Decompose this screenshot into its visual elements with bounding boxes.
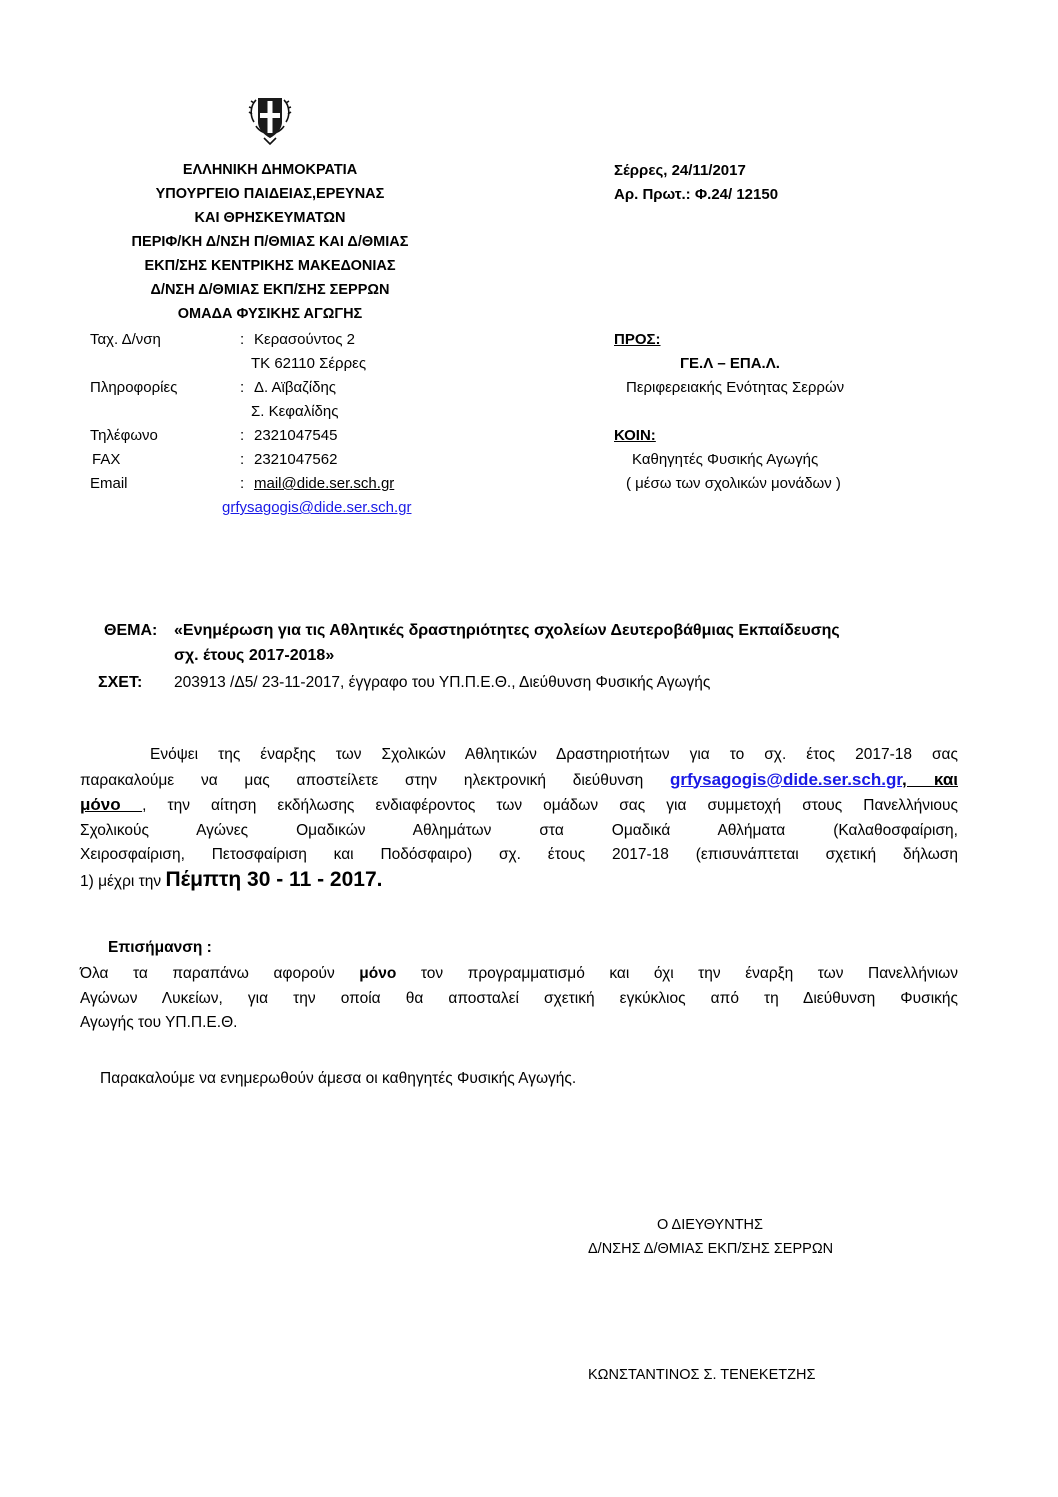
colon: : (240, 379, 245, 396)
signature-title: Ο ΔΙΕΥΘΥΝΤΗΣ (657, 1217, 763, 1233)
info-person: Σ. Κεφαλίδης (251, 403, 339, 420)
body-line (80, 768, 958, 794)
header-line: ΠΕΡΙΦ/ΚΗ Δ/ΝΣΗ Π/ΘΜΙΑΣ ΚΑΙ Δ/ΘΜΙΑΣ (131, 234, 409, 250)
body-line: Ενόψει της έναρξης των Σχολικών Αθλητικών Δραστηριοτήτων για το σχ. έτος 2017-18 σας (150, 746, 958, 763)
signatory-name: ΚΩΝΣΤΑΝΤΙΝΟΣ Σ. ΤΕΝΕΚΕΤΖΗΣ (588, 1367, 816, 1383)
to-region: Περιφερειακής Ενότητας Σερρών (626, 379, 845, 396)
to-label: ΠΡΟΣ: (614, 331, 661, 348)
closing-request: Παρακαλούμε να ενημερωθούν άμεσα οι καθηγητές Φυσικής Αγωγής. (100, 1070, 577, 1087)
document-date: Σέρρες, 24/11/2017 (614, 162, 746, 179)
body-line (80, 793, 958, 819)
reference-label: ΣΧΕΤ: (98, 674, 143, 691)
colon: : (240, 331, 245, 348)
subject-text: σχ. έτους 2017-2018» (174, 647, 335, 664)
body-line: Σχολικούς Αγώνες Ομαδικών Αθλημάτων στα Ομαδικά Αθλήματα (Καλαθοσφαίριση, (80, 821, 958, 839)
cc-label: ΚΟΙΝ: (614, 427, 656, 444)
note-paragraph (80, 962, 958, 1036)
body-text-bold: μόνο (80, 795, 143, 814)
body-line (80, 962, 958, 987)
deadline-date: Πέμπτη 30 - 11 - 2017. (165, 867, 383, 891)
body-line (80, 868, 958, 895)
phone-value: 2321047545 (254, 427, 338, 444)
body-line: Αγωγής του ΥΠ.Π.Ε.Θ. (80, 1014, 238, 1031)
email-label: Email (90, 475, 128, 492)
body-text: παρακαλούμε να μας αποστείλετε στην ηλεκτρονική διεύθυνση (80, 771, 671, 789)
reference-text: 203913 /Δ5/ 23-11-2017, έγγραφο του ΥΠ.Π.Ε.Θ., Διεύθυνση Φυσικής Αγωγής (174, 674, 711, 691)
header-line: ΚΑΙ ΘΡΗΣΚΕΥΜΑΤΩΝ (194, 210, 346, 226)
header-line: ΕΛΛΗΝΙΚΗ ΔΗΜΟΚΡΑΤΙΑ (182, 162, 358, 178)
body-text-bold: , και (902, 769, 958, 789)
note-label: Επισήμανση : (108, 939, 212, 956)
body-paragraph (80, 743, 958, 894)
colon: : (240, 427, 245, 444)
greek-republic-emblem-icon (246, 92, 294, 148)
signature-office: Δ/ΝΣΗΣ Δ/ΘΜΙΑΣ ΕΚΠ/ΣΗΣ ΣΕΡΡΩΝ (588, 1241, 834, 1257)
body-text: 1) μέχρι την (80, 872, 166, 890)
header-line: ΕΚΠ/ΣΗΣ ΚΕΝΤΡΙΚΗΣ ΜΑΚΕΔΟΝΙΑΣ (144, 258, 396, 274)
body-line: Χειροσφαίριση, Πετοσφαίριση και Ποδόσφαιρο) σχ. έτους 2017-18 (επισυνάπτεται σχετική δήλωση (80, 846, 958, 863)
fax-label: FAX (92, 451, 121, 468)
fax-value: 2321047562 (254, 451, 338, 468)
body-text: τον προγραμματισμό και όχι την έναρξη των Πανελλήνιων (396, 965, 958, 982)
subject-label: ΘΕΜΑ: (104, 622, 158, 639)
address-label: Ταχ. Δ/νση (90, 331, 161, 348)
header-line: Δ/ΝΣΗ Δ/ΘΜΙΑΣ ΕΚΠ/ΣΗΣ ΣΕΡΡΩΝ (150, 282, 390, 298)
header-line: ΟΜΑΔΑ ΦΥΣΙΚΗΣ ΑΓΩΓΗΣ (177, 306, 363, 322)
info-person: Δ. Αϊβαζίδης (254, 379, 337, 396)
body-text-bold: μόνο (359, 965, 397, 982)
cc-recipient: Καθηγητές Φυσικής Αγωγής (632, 451, 819, 468)
subject-text: «Ενημέρωση για τις Αθλητικές δραστηριότητες σχολείων Δευτεροβάθμιας Εκπαίδευσης (174, 622, 840, 639)
body-text: Όλα τα παραπάνω αφορούν (80, 965, 360, 982)
to-recipient: ΓΕ.Λ – ΕΠΑ.Λ. (680, 355, 780, 372)
address-line: ΤΚ 62110 Σέρρες (251, 355, 367, 372)
body-text: , την αίτηση εκδήλωσης ενδιαφέροντος των ομάδων σας για συμμετοχή στους Πανελλήνιους (142, 797, 958, 814)
body-line: Αγώνων Λυκείων, για την οποία θα αποσταλεί σχετική εγκύκλιος από τη Διεύθυνση Φυσικής (80, 989, 958, 1007)
email-link-mail[interactable]: mail@dide.ser.sch.gr (254, 475, 395, 492)
protocol-number: Αρ. Πρωτ.: Φ.24/ 12150 (614, 186, 779, 203)
email-link-grfysagogis[interactable]: grfysagogis@dide.ser.sch.gr (670, 769, 903, 789)
info-label: Πληροφορίες (90, 379, 178, 396)
cc-note: ( μέσω των σχολικών μονάδων ) (626, 475, 841, 492)
colon: : (240, 475, 245, 492)
colon: : (240, 451, 245, 468)
header-line: ΥΠΟΥΡΓΕΙΟ ΠΑΙΔΕΙΑΣ,ΕΡΕΥΝΑΣ (155, 186, 385, 202)
address-line: Κερασούντος 2 (254, 331, 355, 348)
phone-label: Τηλέφωνο (90, 427, 158, 444)
email-link-grfysagogis[interactable]: grfysagogis@dide.ser.sch.gr (222, 499, 412, 516)
